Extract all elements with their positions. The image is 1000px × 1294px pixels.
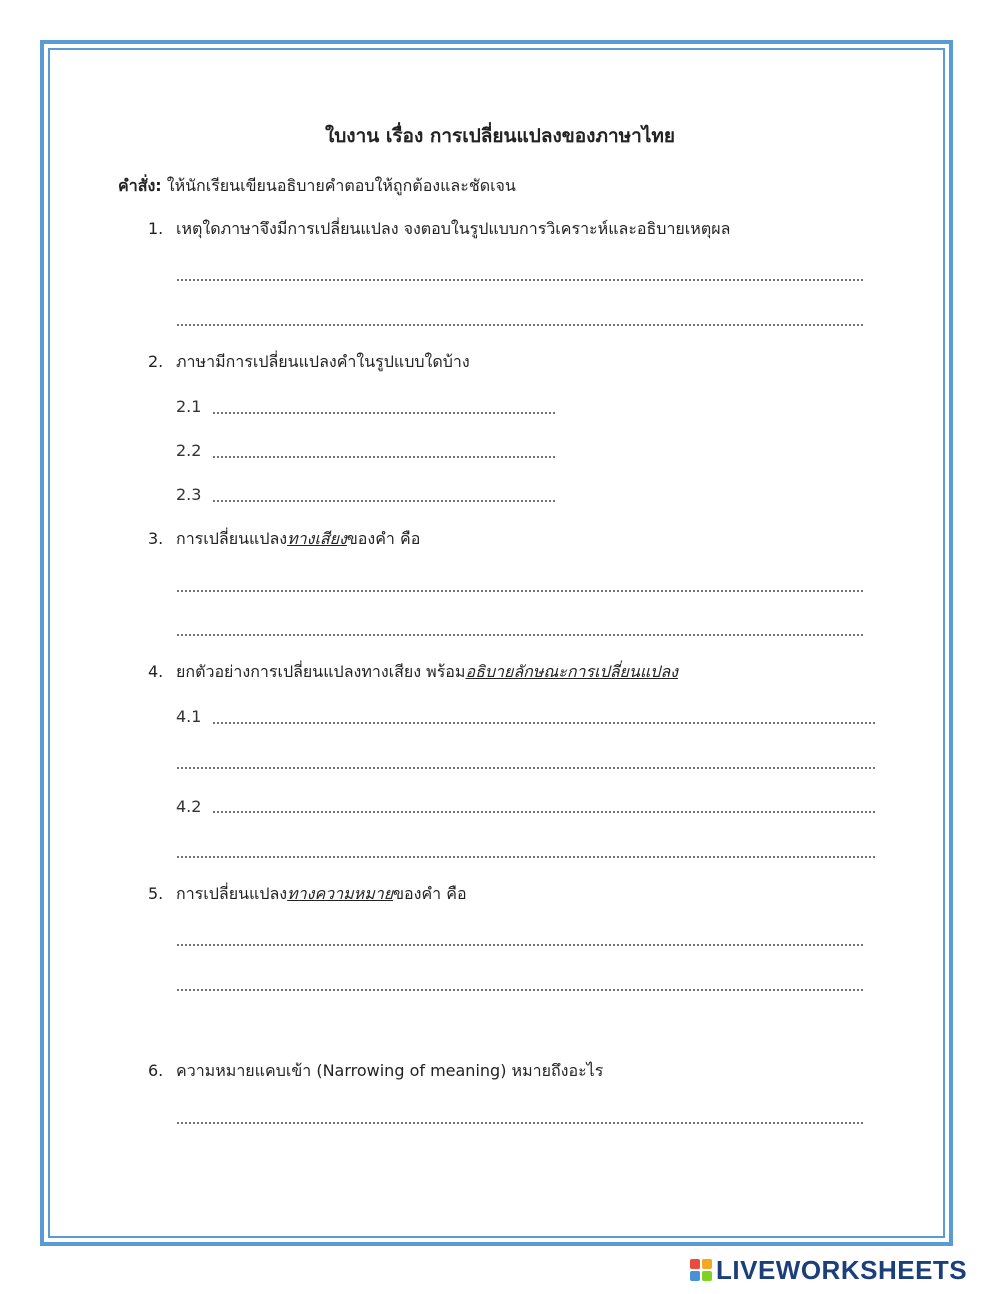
worksheet-title: ใบงาน เรื่อง การเปลี่ยนแปลงของภาษาไทย xyxy=(324,125,676,147)
answer-line-q3-2[interactable] xyxy=(176,634,863,636)
sub-item-2-3: 2.3 xyxy=(176,485,202,504)
question-2-number: 2. xyxy=(148,352,164,371)
liveworksheets-logo-text: LIVEWORKSHEETS xyxy=(716,1254,968,1285)
answer-line-q2-3[interactable] xyxy=(212,500,557,502)
question-5-text-before: การเปลี่ยนแปลง xyxy=(176,884,288,903)
question-5-emphasis: ทางความหมาย xyxy=(287,884,394,903)
question-3-text-before: การเปลี่ยนแปลง xyxy=(176,529,288,548)
sub-item-2-2: 2.2 xyxy=(176,441,202,460)
question-5-text xyxy=(176,884,467,904)
answer-line-q6-1[interactable] xyxy=(176,1122,863,1124)
question-3-number: 3. xyxy=(148,529,164,548)
question-2-text: ภาษามีการเปลี่ยนแปลงคำในรูปแบบใดบ้าง xyxy=(176,352,470,371)
sub-item-2-1: 2.1 xyxy=(176,397,202,416)
answer-line-q5-1[interactable] xyxy=(176,944,863,946)
answer-line-q1-1[interactable] xyxy=(176,279,863,281)
question-1-number: 1. xyxy=(148,219,164,238)
question-3-emphasis: ทางเสียง xyxy=(287,529,347,548)
question-3-text-after: ของคำ คือ xyxy=(346,529,421,548)
question-6-text: ความหมายแคบเข้า (Narrowing of meaning) หมายถึงอะไร xyxy=(176,1061,604,1080)
instruction xyxy=(118,176,516,196)
sub-item-4-1: 4.1 xyxy=(176,707,202,726)
question-5-text-after: ของคำ คือ xyxy=(393,884,467,903)
answer-line-q2-1[interactable] xyxy=(212,412,557,414)
liveworksheets-logo-icon xyxy=(690,1259,712,1281)
question-4-text xyxy=(176,662,678,682)
sub-item-4-2: 4.2 xyxy=(176,797,202,816)
answer-line-q5-2[interactable] xyxy=(176,989,863,991)
question-3-text xyxy=(176,529,420,549)
question-4-number: 4. xyxy=(148,662,164,681)
answer-line-q4-2b[interactable] xyxy=(176,856,876,858)
answer-line-q1-2[interactable] xyxy=(176,324,863,326)
answer-line-q2-2[interactable] xyxy=(212,456,557,458)
answer-line-q4-1a[interactable] xyxy=(212,722,876,724)
question-5-number: 5. xyxy=(148,884,164,903)
instruction-label: คำสั่ง: xyxy=(118,176,162,195)
answer-line-q4-1b[interactable] xyxy=(176,767,876,769)
question-4-text-before: ยกตัวอย่างการเปลี่ยนแปลงทางเสียง พร้อม xyxy=(176,662,466,681)
question-6-number: 6. xyxy=(148,1061,164,1080)
question-1-text: เหตุใดภาษาจึงมีการเปลี่ยนแปลง จงตอบในรูปแบบการวิเคราะห์และอธิบายเหตุผล xyxy=(176,219,731,238)
instruction-text: ให้นักเรียนเขียนอธิบายคำตอบให้ถูกต้องและชัดเจน xyxy=(161,176,516,195)
answer-line-q4-2a[interactable] xyxy=(212,811,876,813)
answer-line-q3-1[interactable] xyxy=(176,590,863,592)
liveworksheets-logo xyxy=(690,1255,967,1285)
question-4-emphasis: อธิบายลักษณะการเปลี่ยนแปลง xyxy=(465,662,678,681)
